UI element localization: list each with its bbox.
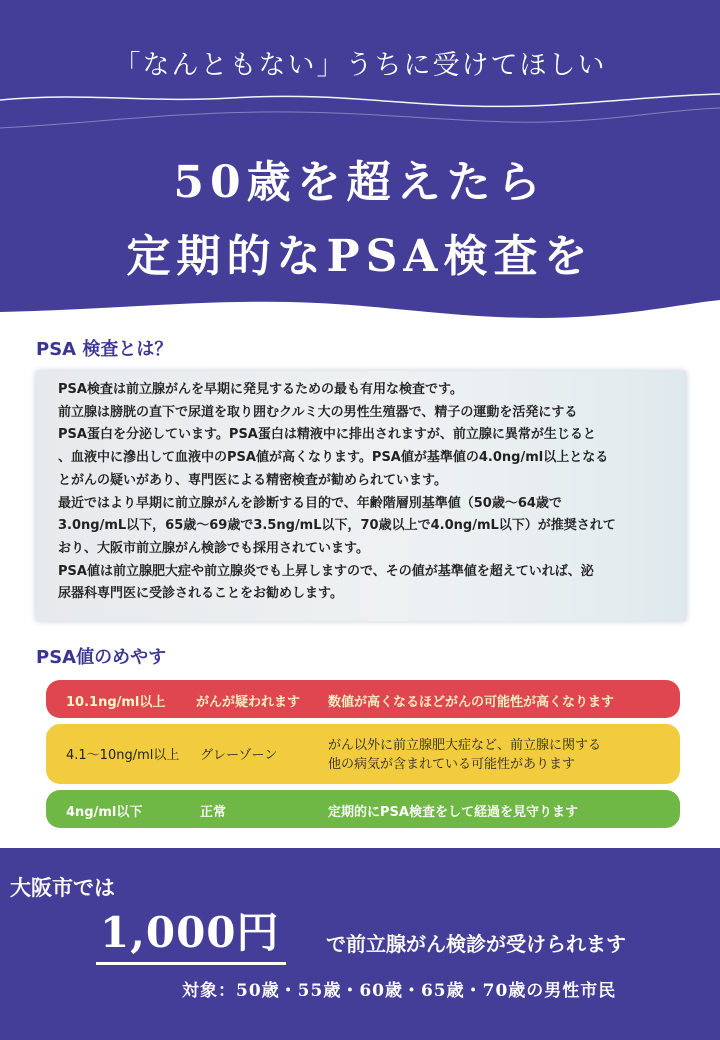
about-line: PSA蛋白を分泌しています。PSA蛋白は精液中に排出されますが、前立腺に異常が生じると: [58, 427, 596, 443]
level-row-grayzone: [46, 724, 680, 784]
about-section-title: PSA 検査とは？: [36, 339, 173, 360]
level-note-line1: がん以外に前立腺肥大症など、前立腺に関する: [328, 738, 602, 753]
level-row-normal: [46, 790, 680, 828]
level-note: [328, 736, 601, 774]
level-status: がんが疑われます: [196, 695, 301, 710]
level-note: 数値が高くなるほどがんの可能性が高くなります: [328, 695, 615, 710]
footer-banner: [0, 848, 720, 1040]
about-line: とがんの疑いがあり、専門医による精密検査が勧められています。: [58, 472, 447, 488]
level-note: 定期的にPSA検査をして経過を見守ります: [328, 805, 578, 820]
footer-price: 1,000円: [96, 900, 286, 965]
hero-headline-line2: 定期的なPSA検査を: [126, 231, 594, 282]
level-status: 正常: [200, 805, 227, 820]
about-line: 最近ではより早期に前立腺がんを診断する目的で、年齢階層別基準値（50歳～64歳で: [58, 495, 562, 511]
about-line: PSA値は前立腺肥大症や前立腺炎でも上昇しますので、その値が基準値を超えていれば、泌: [58, 563, 594, 579]
level-range: 4.1～10ng/ml以上: [66, 748, 180, 763]
levels-section-title: PSA値のめやす: [36, 647, 167, 668]
level-range: 4ng/ml以下: [66, 805, 143, 820]
footer-target: 対象：50歳・55歳・60歳・65歳・70歳の男性市民: [182, 981, 617, 1001]
hero-headline-line1: 50歳を超えたら: [173, 157, 547, 208]
about-line: 前立腺は膀胱の直下で尿道を取り囲むクルミ大の男性生殖器で、精子の運動を活発にする: [58, 404, 578, 420]
level-note-line2: 他の病気が含まれている可能性があります: [328, 757, 576, 772]
level-range: 10.1ng/ml以上: [66, 695, 166, 710]
level-row-high: [46, 680, 680, 718]
about-line: 、血液中に滲出して血液中のPSA値が高くなります。PSA値が基準値の4.0ng/ml以上となる: [58, 450, 609, 466]
level-status: グレーゾーン: [200, 748, 278, 763]
hero-banner: [0, 0, 720, 325]
about-line: PSA検査は前立腺がんを早期に発見するための最も有用な検査です。: [58, 382, 463, 397]
about-line: おり、大阪市前立腺がん検診でも採用されています。: [58, 540, 369, 556]
about-line: 尿器科専門医に受診されることをお勧めします。: [58, 586, 343, 602]
about-line: 3.0ng/mL以下，65歳～69歳で3.5ng/mL以下，70歳以上で4.0ng/mL以下）が推奨されて: [58, 518, 616, 534]
footer-intro: 大阪市では: [10, 875, 115, 900]
footer-tail: で前立腺がん検診が受けられます: [326, 932, 626, 956]
about-info-box: [36, 371, 686, 621]
hero-tagline: 「なんともない」うちに受けてほしい: [113, 50, 607, 81]
